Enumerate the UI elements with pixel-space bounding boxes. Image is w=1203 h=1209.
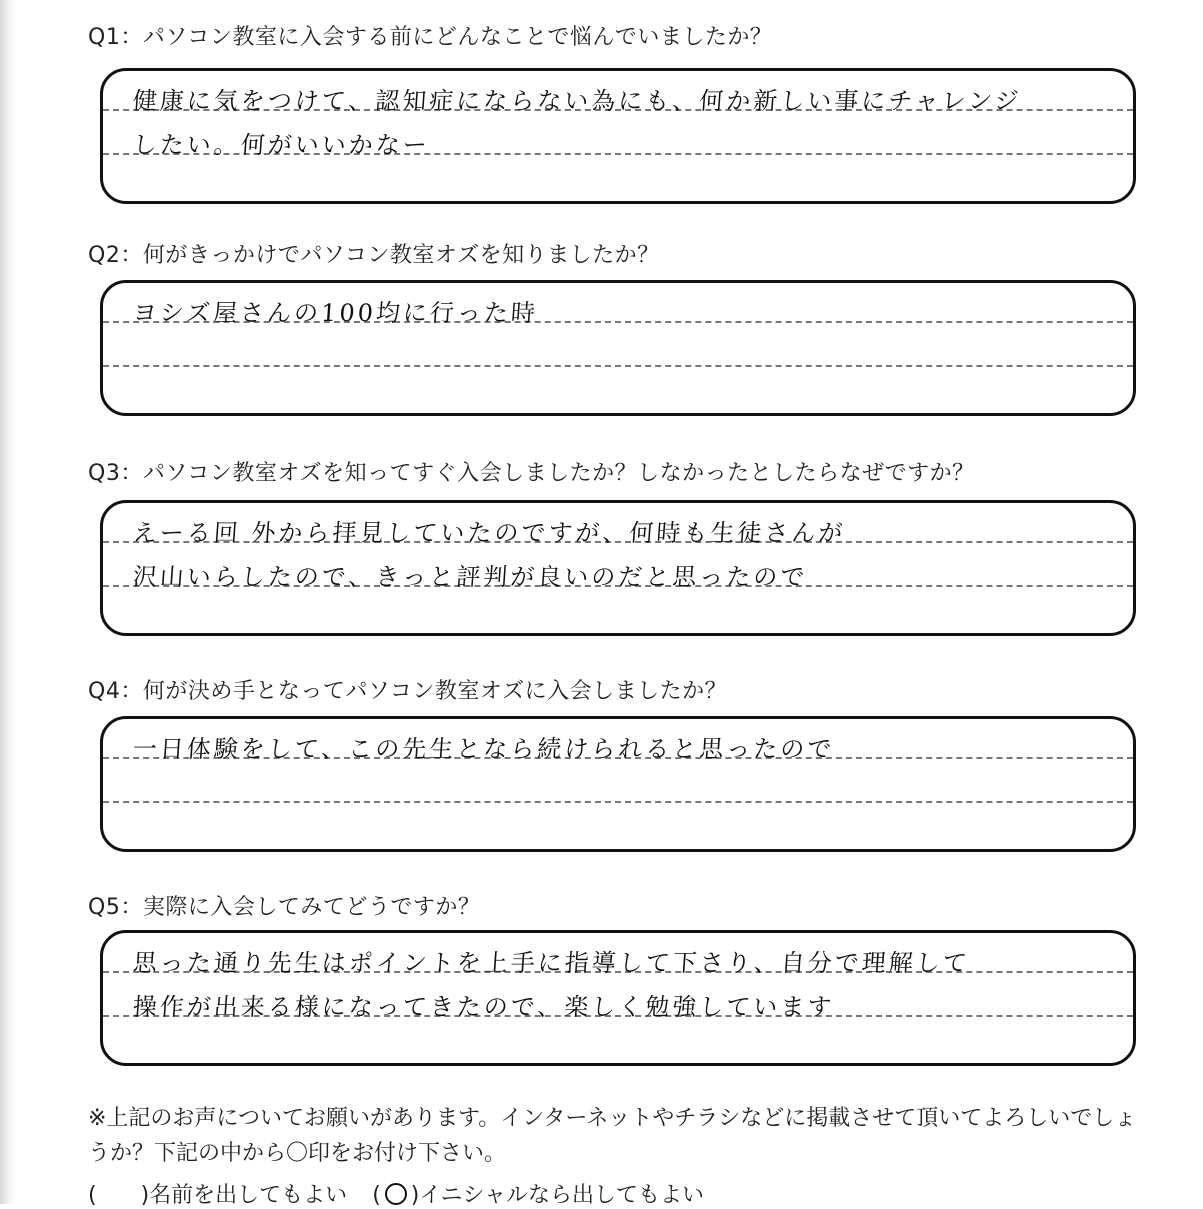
question-3-label: Q3：パソコン教室オズを知ってすぐ入会しましたか？しなかったとしたらなぜですか？: [88, 461, 975, 486]
answer-5-line-2: 操作が出来る様になってきたので、楽しく勉強しています: [131, 993, 836, 1021]
consent-options: [88, 1178, 722, 1209]
option-1-label: 名前を出してもよい: [149, 1183, 348, 1208]
answer-box-2: [100, 280, 1136, 416]
answer-2-line-1: ヨシズ屋さんの100均に行った時: [131, 299, 539, 327]
answer-3-line-2: 沢山いらしたので、きっと評判が良いのだと思ったので: [131, 563, 809, 591]
answer-1-line-2: したい。何がいいかなー: [131, 131, 431, 159]
ruled-line: [103, 801, 1133, 803]
consent-option-name[interactable]: [88, 1183, 354, 1208]
option-2-label: イニシャルなら出してもよい: [419, 1183, 705, 1208]
consent-option-initials[interactable]: [372, 1183, 704, 1208]
ruled-line: [103, 365, 1133, 367]
question-1-label: Q1：パソコン教室に入会する前にどんなことで悩んでいましたか？: [88, 25, 773, 50]
question-2-label: Q2：何がきっかけでパソコン教室オズを知りましたか？: [88, 243, 660, 268]
option-2-bracket-open: (: [372, 1183, 381, 1208]
answer-box-3: [100, 500, 1136, 636]
page-edge-shadow: [0, 0, 16, 1204]
option-2-bracket-close: ): [410, 1183, 420, 1208]
answer-4-line-1: 一日体験をして、この先生となら続けられると思ったので: [131, 735, 836, 763]
consent-note: ※上記のお声についてお願いがあります。インターネットやチラシなどに掲載させて頂いてよろしいでしょうか？下記の中から〇印をお付け下さい。: [88, 1106, 1137, 1166]
option-1-bracket: ( ): [88, 1183, 150, 1208]
answer-box-1: [100, 68, 1136, 204]
answer-3-line-1: えーる回 外から拝見していたのですが、何時も生徒さんが: [131, 519, 847, 547]
answer-1-line-1: 健康に気をつけて、認知症にならない為にも、何か新しい事にチャレンジ: [131, 87, 1023, 115]
question-4-label: Q4：何が決め手となってパソコン教室オズに入会しましたか？: [88, 679, 728, 704]
answer-5-line-1: 思った通り先生はポイントを上手に指導して下さり、自分で理解して: [131, 949, 971, 977]
handwritten-circle-mark-icon: [385, 1183, 407, 1205]
answer-box-4: [100, 716, 1136, 852]
question-5-label: Q5：実際に入会してみてどうですか？: [88, 895, 481, 920]
answer-box-5: [100, 930, 1136, 1066]
